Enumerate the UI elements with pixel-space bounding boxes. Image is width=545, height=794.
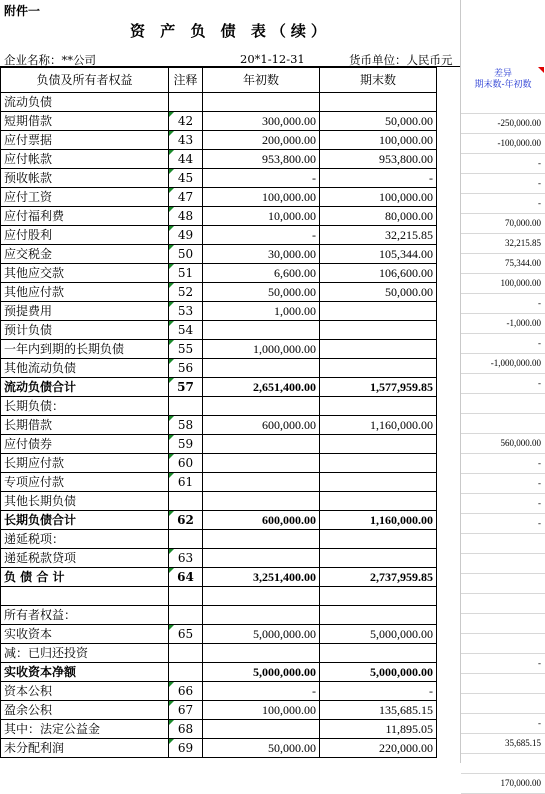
table-row xyxy=(1,511,437,530)
row-end-value xyxy=(320,644,437,663)
table-row xyxy=(1,549,437,568)
row-begin-value: 600,000.00 xyxy=(203,416,320,435)
table-row xyxy=(1,302,437,321)
row-item-name: 应交税金 xyxy=(1,245,169,264)
row-difference xyxy=(461,574,545,594)
row-begin-value: 1,000.00 xyxy=(203,302,320,321)
row-begin-value xyxy=(203,473,320,492)
row-note: 44 xyxy=(169,150,203,169)
table-row xyxy=(1,587,437,606)
row-end-value xyxy=(320,359,437,378)
row-item-name: 实收资本净额 xyxy=(1,663,169,682)
row-begin-value: - xyxy=(203,226,320,245)
row-difference: 32,215.85 xyxy=(461,234,545,254)
row-note: 63 xyxy=(169,549,203,568)
table-row xyxy=(1,568,437,587)
row-difference xyxy=(461,414,545,434)
sheet-title: 资 产 负 债 表（续） xyxy=(130,22,331,40)
row-begin-value: 50,000.00 xyxy=(203,283,320,302)
row-difference xyxy=(461,614,545,634)
difference-header-line2: 期末数-年初数 xyxy=(474,80,532,90)
row-end-value: 1,160,000.00 xyxy=(320,511,437,530)
row-end-value xyxy=(320,492,437,511)
row-note: 57 xyxy=(169,378,203,397)
table-row xyxy=(1,682,437,701)
row-item-name: 应付工资 xyxy=(1,188,169,207)
table-row xyxy=(1,112,437,131)
table-row xyxy=(1,739,437,758)
row-item-name: 其他流动负债 xyxy=(1,359,169,378)
row-end-value: 106,600.00 xyxy=(320,264,437,283)
row-begin-value xyxy=(203,93,320,112)
row-note: 52 xyxy=(169,283,203,302)
row-item-name: 其中：法定公益金 xyxy=(1,720,169,739)
row-note: 60 xyxy=(169,454,203,473)
row-difference: - xyxy=(461,174,545,194)
row-end-value xyxy=(320,587,437,606)
row-item-name xyxy=(1,587,169,606)
row-item-name: 短期借款 xyxy=(1,112,169,131)
row-note: 69 xyxy=(169,739,203,758)
row-begin-value: 3,251,400.00 xyxy=(203,568,320,587)
row-item-name: 应付股利 xyxy=(1,226,169,245)
row-end-value xyxy=(320,549,437,568)
row-begin-value xyxy=(203,644,320,663)
row-difference: 170,000.00 xyxy=(461,774,545,794)
row-end-value: 5,000,000.00 xyxy=(320,663,437,682)
row-note xyxy=(169,397,203,416)
row-end-value xyxy=(320,454,437,473)
row-difference: 70,000.00 xyxy=(461,214,545,234)
row-note: 50 xyxy=(169,245,203,264)
row-end-value xyxy=(320,93,437,112)
row-begin-value: - xyxy=(203,169,320,188)
row-note xyxy=(169,93,203,112)
row-note: 47 xyxy=(169,188,203,207)
row-begin-value: 5,000,000.00 xyxy=(203,663,320,682)
row-item-name: 长期应付款 xyxy=(1,454,169,473)
row-end-value: 1,160,000.00 xyxy=(320,416,437,435)
row-note: 67 xyxy=(169,701,203,720)
table-row xyxy=(1,435,437,454)
table-row xyxy=(1,245,437,264)
table-row xyxy=(1,150,437,169)
row-begin-value: 50,000.00 xyxy=(203,739,320,758)
row-item-name: 预计负债 xyxy=(1,321,169,340)
row-difference: 100,000.00 xyxy=(461,274,545,294)
row-begin-value xyxy=(203,435,320,454)
row-begin-value: 5,000,000.00 xyxy=(203,625,320,644)
row-note: 58 xyxy=(169,416,203,435)
row-note: 55 xyxy=(169,340,203,359)
row-difference xyxy=(461,594,545,614)
row-end-value: 135,685.15 xyxy=(320,701,437,720)
table-row xyxy=(1,226,437,245)
row-difference: - xyxy=(461,154,545,174)
row-difference xyxy=(461,94,545,114)
row-difference: - xyxy=(461,334,545,354)
table-row xyxy=(1,321,437,340)
table-row xyxy=(1,625,437,644)
row-note xyxy=(169,530,203,549)
row-difference xyxy=(461,674,545,694)
row-begin-value xyxy=(203,359,320,378)
row-item-name: 未分配利润 xyxy=(1,739,169,758)
row-note: 45 xyxy=(169,169,203,188)
row-note: 51 xyxy=(169,264,203,283)
table-row xyxy=(1,530,437,549)
table-row xyxy=(1,378,437,397)
table-row xyxy=(1,454,437,473)
header-item: 负债及所有者权益 xyxy=(1,68,169,93)
row-end-value: - xyxy=(320,682,437,701)
row-note: 59 xyxy=(169,435,203,454)
table-row xyxy=(1,720,437,739)
row-item-name: 一年内到期的长期负债 xyxy=(1,340,169,359)
table-row xyxy=(1,93,437,112)
row-begin-value: 300,000.00 xyxy=(203,112,320,131)
row-item-name: 实收资本 xyxy=(1,625,169,644)
row-note: 42 xyxy=(169,112,203,131)
row-begin-value xyxy=(203,321,320,340)
row-item-name: 应付票据 xyxy=(1,131,169,150)
row-difference xyxy=(461,634,545,654)
header-begin: 年初数 xyxy=(203,68,320,93)
row-end-value xyxy=(320,397,437,416)
row-item-name: 其他应交款 xyxy=(1,264,169,283)
table-row xyxy=(1,131,437,150)
row-begin-value: 100,000.00 xyxy=(203,701,320,720)
row-begin-value: 1,000,000.00 xyxy=(203,340,320,359)
row-end-value xyxy=(320,530,437,549)
row-note: 53 xyxy=(169,302,203,321)
table-row xyxy=(1,663,437,682)
row-item-name: 长期负债： xyxy=(1,397,169,416)
row-note: 61 xyxy=(169,473,203,492)
header-end: 期末数 xyxy=(320,68,437,93)
row-difference: - xyxy=(461,474,545,494)
row-begin-value xyxy=(203,549,320,568)
row-difference: 560,000.00 xyxy=(461,434,545,454)
table-row xyxy=(1,340,437,359)
row-end-value: 100,000.00 xyxy=(320,131,437,150)
row-item-name: 递延税项： xyxy=(1,530,169,549)
row-begin-value xyxy=(203,587,320,606)
row-end-value: 11,895.05 xyxy=(320,720,437,739)
row-note: 56 xyxy=(169,359,203,378)
difference-column xyxy=(461,67,545,794)
row-note: 65 xyxy=(169,625,203,644)
row-item-name: 专项应付款 xyxy=(1,473,169,492)
currency-unit: 货币单位：人民币元 xyxy=(349,53,453,67)
row-note: 54 xyxy=(169,321,203,340)
row-item-name: 预收帐款 xyxy=(1,169,169,188)
row-item-name: 其他长期负债 xyxy=(1,492,169,511)
row-difference: 35,685.15 xyxy=(461,734,545,754)
table-header-row xyxy=(1,68,437,93)
row-item-name: 其他应付款 xyxy=(1,283,169,302)
row-difference: - xyxy=(461,374,545,394)
row-item-name: 流动负债合计 xyxy=(1,378,169,397)
row-end-value: 220,000.00 xyxy=(320,739,437,758)
row-difference xyxy=(461,694,545,714)
row-difference: -1,000,000.00 xyxy=(461,354,545,374)
table-row xyxy=(1,416,437,435)
row-item-name: 长期借款 xyxy=(1,416,169,435)
row-begin-value: 6,600.00 xyxy=(203,264,320,283)
row-note: 66 xyxy=(169,682,203,701)
row-item-name: 所有者权益： xyxy=(1,606,169,625)
row-end-value xyxy=(320,302,437,321)
row-end-value xyxy=(320,435,437,454)
table-row xyxy=(1,283,437,302)
row-end-value: 32,215.85 xyxy=(320,226,437,245)
table-row xyxy=(1,169,437,188)
table-row xyxy=(1,492,437,511)
row-begin-value xyxy=(203,606,320,625)
row-end-value: 953,800.00 xyxy=(320,150,437,169)
table-row xyxy=(1,397,437,416)
row-note xyxy=(169,663,203,682)
table-row xyxy=(1,644,437,663)
table-row xyxy=(1,264,437,283)
row-begin-value: 200,000.00 xyxy=(203,131,320,150)
row-note: 64 xyxy=(169,568,203,587)
row-begin-value xyxy=(203,720,320,739)
row-note: 49 xyxy=(169,226,203,245)
table-row xyxy=(1,359,437,378)
row-difference: -250,000.00 xyxy=(461,114,545,134)
row-end-value: 5,000,000.00 xyxy=(320,625,437,644)
row-begin-value: - xyxy=(203,682,320,701)
row-item-name: 应付帐款 xyxy=(1,150,169,169)
row-note xyxy=(169,606,203,625)
row-difference xyxy=(461,534,545,554)
row-item-name: 盈余公积 xyxy=(1,701,169,720)
row-item-name: 资本公积 xyxy=(1,682,169,701)
row-end-value: 50,000.00 xyxy=(320,283,437,302)
row-difference: -1,000.00 xyxy=(461,314,545,334)
row-note: 48 xyxy=(169,207,203,226)
row-item-name: 应付福利费 xyxy=(1,207,169,226)
row-difference: - xyxy=(461,654,545,674)
row-begin-value: 2,651,400.00 xyxy=(203,378,320,397)
row-item-name: 流动负债 xyxy=(1,93,169,112)
company-name: 企业名称：**公司 xyxy=(4,53,96,67)
row-end-value: 80,000.00 xyxy=(320,207,437,226)
row-difference xyxy=(461,754,545,774)
row-item-name: 负 债 合 计 xyxy=(1,568,169,587)
row-end-value: 50,000.00 xyxy=(320,112,437,131)
row-difference: - xyxy=(461,194,545,214)
row-difference: - xyxy=(461,294,545,314)
table-row xyxy=(1,473,437,492)
row-note xyxy=(169,492,203,511)
row-end-value: - xyxy=(320,169,437,188)
report-date: 20*1-12-31 xyxy=(240,52,305,66)
row-item-name: 预提费用 xyxy=(1,302,169,321)
row-note xyxy=(169,587,203,606)
row-end-value: 100,000.00 xyxy=(320,188,437,207)
row-end-value xyxy=(320,321,437,340)
row-item-name: 长期负债合计 xyxy=(1,511,169,530)
row-begin-value: 600,000.00 xyxy=(203,511,320,530)
row-difference: 75,344.00 xyxy=(461,254,545,274)
row-item-name: 应付债券 xyxy=(1,435,169,454)
row-note: 62 xyxy=(169,511,203,530)
row-end-value: 105,344.00 xyxy=(320,245,437,264)
row-end-value: 1,577,959.85 xyxy=(320,378,437,397)
row-begin-value: 10,000.00 xyxy=(203,207,320,226)
row-difference xyxy=(461,394,545,414)
table-row xyxy=(1,207,437,226)
row-end-value xyxy=(320,340,437,359)
header-note: 注释 xyxy=(169,68,203,93)
row-difference: - xyxy=(461,514,545,534)
row-difference: -100,000.00 xyxy=(461,134,545,154)
table-row xyxy=(1,701,437,720)
row-begin-value: 30,000.00 xyxy=(203,245,320,264)
row-begin-value: 100,000.00 xyxy=(203,188,320,207)
difference-header-line1: 差异 xyxy=(493,69,512,79)
row-note xyxy=(169,644,203,663)
row-begin-value xyxy=(203,530,320,549)
row-item-name: 递延税款贷项 xyxy=(1,549,169,568)
table-row xyxy=(1,188,437,207)
row-end-value xyxy=(320,606,437,625)
difference-header xyxy=(461,67,545,94)
row-difference: - xyxy=(461,714,545,734)
row-note: 68 xyxy=(169,720,203,739)
row-difference: - xyxy=(461,494,545,514)
liabilities-table xyxy=(0,67,437,758)
row-difference xyxy=(461,554,545,574)
row-begin-value: 953,800.00 xyxy=(203,150,320,169)
comment-marker-icon xyxy=(538,67,544,73)
row-begin-value xyxy=(203,454,320,473)
row-item-name: 减：已归还投资 xyxy=(1,644,169,663)
row-note: 43 xyxy=(169,131,203,150)
attachment-label: 附件一 xyxy=(4,4,41,18)
row-difference: - xyxy=(461,454,545,474)
row-end-value: 2,737,959.85 xyxy=(320,568,437,587)
row-end-value xyxy=(320,473,437,492)
row-begin-value xyxy=(203,492,320,511)
table-row xyxy=(1,606,437,625)
row-begin-value xyxy=(203,397,320,416)
